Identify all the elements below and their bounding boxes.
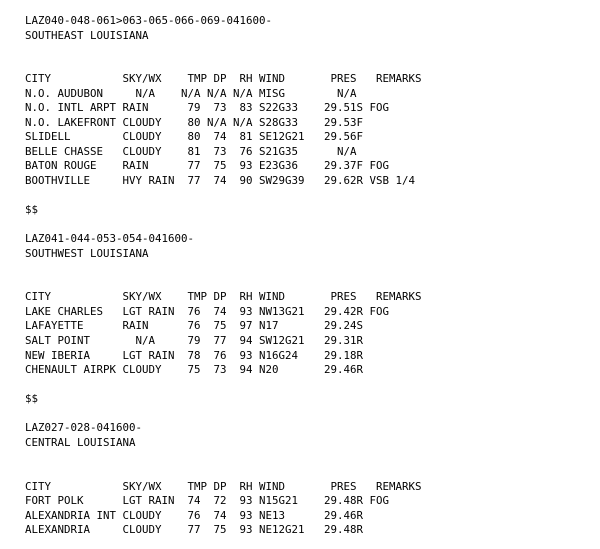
zone-header-southeast: LAZ040-048-061>063-065-066-069-041600-: [25, 14, 273, 27]
table-header-southeast: CITY SKY/WX TMP DP RH WIND PRES REMARKS: [25, 72, 422, 86]
table-row: SLIDELL CLOUDY 80 74 81 SE12G21 29.56F: [25, 130, 364, 144]
table-row: CHENAULT AIRPK CLOUDY 75 73 94 N20 29.46R: [25, 363, 364, 377]
section-terminator: $$: [25, 392, 39, 406]
table-row: ALEXANDRIA INT CLOUDY 76 74 93 NE13 29.46R: [25, 508, 364, 522]
table-row: NEW IBERIA LGT RAIN 78 76 93 N16G24 29.18R: [25, 348, 364, 362]
blank-line: [25, 450, 422, 465]
table-row: LAFAYETTE RAIN 76 75 97 N17 29.24S: [25, 319, 364, 333]
zone-header-central: LAZ027-028-041600-: [25, 421, 143, 435]
blank-line: [25, 261, 422, 276]
zone-header-southwest: LAZ041-044-053-054-041600-: [25, 232, 195, 246]
blank-line: [25, 276, 422, 291]
blank-line: [25, 378, 422, 393]
table-row: FORT POLK LGT RAIN 74 72 93 N15G21 29.48R FOG: [25, 494, 390, 508]
table-row: LAKE CHARLES LGT RAIN 76 74 93 NW13G21 29.42R FOG: [25, 304, 390, 318]
table-row: BELLE CHASSE CLOUDY 81 73 76 S21G35 N/A: [25, 144, 357, 158]
table-row: BOOTHVILLE HVY RAIN 77 74 90 SW29G39 29.62R VSB 1/4: [25, 174, 416, 188]
blank-line: [25, 218, 422, 233]
region-title-central: CENTRAL LOUISIANA: [25, 435, 136, 449]
table-header-central: CITY SKY/WX TMP DP RH WIND PRES REMARKS: [25, 479, 422, 493]
table-row: BATON ROUGE RAIN 77 75 93 E23G36 29.37F FOG: [25, 159, 390, 173]
table-row: N.O. AUDUBON N/A N/A N/A N/A MISG N/A: [25, 86, 357, 100]
table-row: SALT POINT N/A 79 77 94 SW12G21 29.31R: [25, 334, 364, 348]
table-row: N.O. LAKEFRONT CLOUDY 80 N/A N/A S28G33 29.53F: [25, 115, 364, 129]
blank-line: [25, 407, 422, 422]
blank-line: [25, 58, 422, 73]
section-terminator: $$: [25, 203, 39, 217]
table-header-southwest: CITY SKY/WX TMP DP RH WIND PRES REMARKS: [25, 290, 422, 304]
blank-line: [25, 43, 422, 58]
region-title-southeast: SOUTHEAST LOUISIANA: [25, 28, 149, 42]
blank-line: [25, 189, 422, 204]
table-row: ALEXANDRIA CLOUDY 77 75 93 NE12G21 29.48R: [25, 523, 364, 537]
weather-report-text: [25, 14, 422, 538]
table-row: N.O. INTL ARPT RAIN 79 73 83 S22G33 29.51S FOG: [25, 101, 390, 115]
blank-line: [25, 465, 422, 480]
region-title-southwest: SOUTHWEST LOUISIANA: [25, 246, 149, 260]
